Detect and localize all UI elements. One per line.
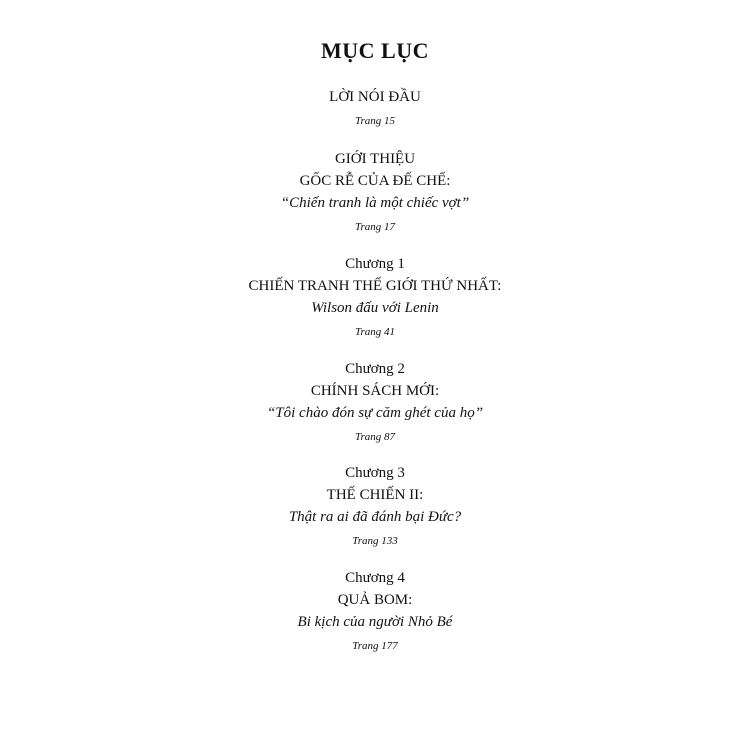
toc-entry-chapter-1 bbox=[0, 253, 750, 339]
entry-heading: QUẢ BOM: bbox=[337, 592, 413, 608]
entry-chapter-label: Chương 3 bbox=[345, 465, 405, 481]
entry-page-number: Trang 177 bbox=[352, 640, 398, 652]
entry-heading: LỜI NÓI ĐẦU bbox=[329, 89, 421, 105]
page-title: MỤC LỤC bbox=[321, 38, 429, 63]
toc-entry-preface bbox=[0, 86, 750, 128]
entry-subtitle: “Chiến tranh là một chiếc vợt” bbox=[280, 195, 470, 211]
entry-subtitle: Bi kịch của người Nhỏ Bé bbox=[297, 614, 453, 630]
entry-heading: THẾ CHIẾN II: bbox=[326, 487, 424, 503]
entry-heading: GIỚI THIỆU bbox=[334, 151, 416, 167]
entry-page-number: Trang 17 bbox=[354, 221, 396, 233]
entry-chapter-label: Chương 2 bbox=[345, 361, 405, 377]
entry-page-number: Trang 15 bbox=[354, 115, 396, 127]
entry-heading: CHIẾN TRANH THẾ GIỚI THỨ NHẤT: bbox=[248, 278, 502, 294]
toc-entry-chapter-3 bbox=[0, 462, 750, 548]
entry-heading: CHÍNH SÁCH MỚI: bbox=[310, 383, 440, 399]
entry-subtitle: Thật ra ai đã đánh bại Đức? bbox=[288, 509, 462, 525]
entry-subtitle: “Tôi chào đón sự căm ghét của họ” bbox=[266, 405, 484, 421]
entry-heading: GỐC RỄ CỦA ĐẾ CHẾ: bbox=[299, 173, 451, 189]
toc-entry-chapter-2 bbox=[0, 358, 750, 444]
entry-page-number: Trang 41 bbox=[354, 326, 396, 338]
entry-subtitle: Wilson đấu với Lenin bbox=[311, 300, 439, 316]
toc-entry-chapter-4 bbox=[0, 567, 750, 653]
entry-chapter-label: Chương 4 bbox=[345, 570, 405, 586]
entry-chapter-label: Chương 1 bbox=[345, 256, 405, 272]
entry-page-number: Trang 133 bbox=[352, 535, 398, 547]
entry-page-number: Trang 87 bbox=[354, 431, 396, 443]
toc-entry-introduction bbox=[0, 148, 750, 234]
